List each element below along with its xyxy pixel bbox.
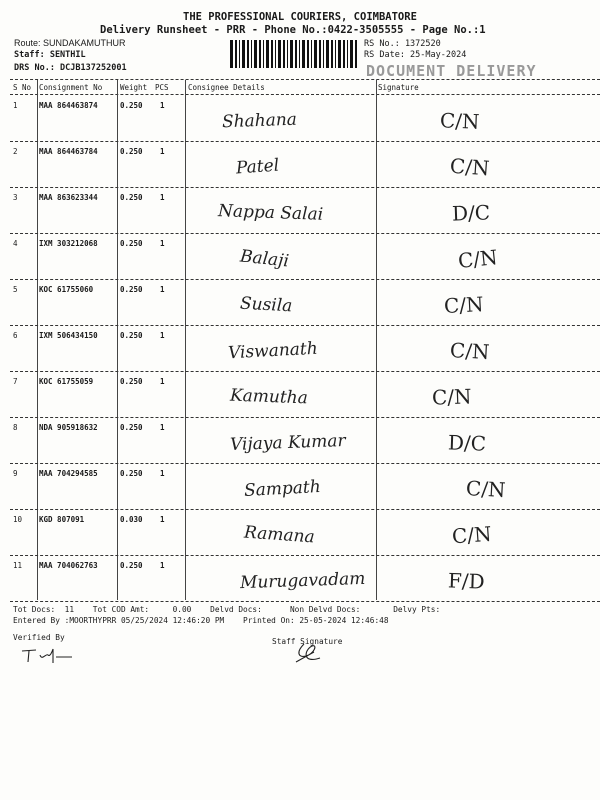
col-header-consignee: Consignee Details xyxy=(188,83,265,92)
row-consignee-handwritten: Balaji xyxy=(239,246,290,272)
barcode-bar xyxy=(314,40,317,68)
row-pcs: 1 xyxy=(160,239,165,248)
row-weight: 0.250 xyxy=(120,469,143,478)
col-header-signature: Signature xyxy=(378,83,419,92)
row-consignment-no: MAA 704294585 xyxy=(39,469,98,478)
barcode-bar xyxy=(266,40,269,68)
row-pcs: 1 xyxy=(160,561,165,570)
row-pcs: 1 xyxy=(160,331,165,340)
row-consignment-no: MAA 704062763 xyxy=(39,561,98,570)
row-consignee-handwritten: Kamutha xyxy=(229,385,309,409)
staff-signature-mark xyxy=(292,638,332,668)
row-consignment-no: KOC 61755060 xyxy=(39,285,94,294)
row-pcs: 1 xyxy=(160,193,165,202)
barcode-bar xyxy=(323,40,324,68)
col-header-consignment: Consignment No xyxy=(39,83,103,92)
barcode-bar xyxy=(350,40,353,68)
row-weight: 0.250 xyxy=(120,101,143,110)
row-sno: 3 xyxy=(13,193,18,202)
row-separator xyxy=(10,279,600,280)
row-separator xyxy=(10,325,600,326)
barcode-bar xyxy=(347,40,348,68)
row-consignee-handwritten: Patel xyxy=(235,155,280,179)
barcode-bar xyxy=(254,40,257,68)
row-sno: 5 xyxy=(13,285,18,294)
col-header-pcs: PCS xyxy=(155,83,169,92)
row-consignee-handwritten: Nappa Salai xyxy=(217,201,324,225)
row-pcs: 1 xyxy=(160,423,165,432)
row-sno: 8 xyxy=(13,423,18,432)
row-consignee-handwritten: Susila xyxy=(239,293,293,317)
verified-by-label: Verified By xyxy=(13,633,65,642)
row-weight: 0.250 xyxy=(120,285,143,294)
row-signature-handwritten: C/N xyxy=(431,384,472,410)
col-header-sno: S No xyxy=(13,83,32,92)
barcode-bar xyxy=(239,40,240,68)
row-sno: 2 xyxy=(13,147,18,156)
row-separator xyxy=(10,233,600,234)
row-signature-handwritten: C/N xyxy=(449,337,491,365)
row-consignment-no: IXM 303212068 xyxy=(39,239,98,248)
barcode-bar xyxy=(335,40,336,68)
row-weight: 0.250 xyxy=(120,423,143,432)
row-signature-handwritten: C/N xyxy=(465,475,507,503)
row-pcs: 1 xyxy=(160,469,165,478)
barcode-bar xyxy=(235,40,237,68)
staff-label: Staff: SENTHIL xyxy=(14,50,86,60)
row-weight: 0.250 xyxy=(120,377,143,386)
barcode-bar xyxy=(338,40,341,68)
barcode-bar xyxy=(278,40,281,68)
row-consignment-no: MAA 864463874 xyxy=(39,101,98,110)
row-sno: 4 xyxy=(13,239,18,248)
barcode-bar xyxy=(319,40,321,68)
drs-label: DRS No.: DCJB137252001 xyxy=(14,63,127,73)
row-consignee-handwritten: Sampath xyxy=(243,477,322,501)
row-weight: 0.030 xyxy=(120,515,143,524)
row-weight: 0.250 xyxy=(120,147,143,156)
row-pcs: 1 xyxy=(160,147,165,156)
verifier-signature xyxy=(20,645,80,667)
row-sno: 6 xyxy=(13,331,18,340)
row-signature-handwritten: C/N xyxy=(456,244,499,274)
row-sno: 11 xyxy=(13,561,23,570)
runsheet-subtitle: Delivery Runsheet - PRR - Phone No.:0422-3505555 - Page No.:1 xyxy=(100,24,486,36)
document-delivery-stamp: DOCUMENT DELIVERY xyxy=(366,62,537,80)
header-rule-bottom xyxy=(10,94,600,95)
row-sno: 9 xyxy=(13,469,18,478)
entered-by-line: Entered By :MOORTHYPRR 05/25/2024 12:46:20 PM Printed On: 25-05-2024 12:46:48 xyxy=(13,616,389,625)
barcode-bar xyxy=(295,40,297,68)
row-consignee-handwritten: Murugavadam xyxy=(239,568,366,594)
row-pcs: 1 xyxy=(160,377,165,386)
row-signature-handwritten: C/N xyxy=(449,153,491,181)
row-separator xyxy=(10,509,600,510)
row-separator xyxy=(10,187,600,188)
route-label: Route: SUNDAKAMUTHUR xyxy=(14,38,126,48)
row-consignee-handwritten: Vijaya Kumar xyxy=(229,430,346,456)
column-divider xyxy=(37,80,38,600)
barcode-bar xyxy=(259,40,261,68)
row-signature-handwritten: D/C xyxy=(447,430,487,456)
totals-line: Tot Docs: 11 Tot COD Amt: 0.00 Delvd Docs: Non Delvd Docs: Delvy Pts: xyxy=(13,605,441,614)
barcode-bar xyxy=(251,40,252,68)
barcode-image xyxy=(230,40,358,68)
row-pcs: 1 xyxy=(160,285,165,294)
barcode-bar xyxy=(230,40,233,68)
header-rule-top xyxy=(10,79,600,80)
barcode-bar xyxy=(355,40,357,68)
row-consignee-handwritten: Ramana xyxy=(243,522,316,548)
row-separator xyxy=(10,141,600,142)
staff-signature-label: Staff Signature xyxy=(272,637,343,646)
row-separator xyxy=(10,463,600,464)
row-weight: 0.250 xyxy=(120,239,143,248)
barcode-bar xyxy=(307,40,309,68)
barcode-bar xyxy=(331,40,333,68)
barcode-bar xyxy=(242,40,245,68)
row-consignment-no: KOC 61755059 xyxy=(39,377,94,386)
row-separator xyxy=(10,555,600,556)
column-divider xyxy=(117,80,118,600)
rs-number: RS No.: 1372520 xyxy=(364,39,441,49)
barcode-bar xyxy=(287,40,288,68)
row-consignment-no: KGD 807091 xyxy=(39,515,85,524)
row-consignment-no: MAA 863623344 xyxy=(39,193,98,202)
rs-date: RS Date: 25-May-2024 xyxy=(364,50,467,60)
row-consignment-no: NDA 905918632 xyxy=(39,423,98,432)
col-header-weight: Weight xyxy=(120,83,148,92)
row-weight: 0.250 xyxy=(120,331,143,340)
row-consignee-handwritten: Shahana xyxy=(221,109,298,133)
barcode-bar xyxy=(299,40,300,68)
column-divider xyxy=(185,80,186,600)
barcode-bar xyxy=(247,40,249,68)
row-sno: 10 xyxy=(13,515,23,524)
barcode-bar xyxy=(343,40,345,68)
row-sno: 7 xyxy=(13,377,18,386)
barcode-bar xyxy=(326,40,329,68)
column-divider xyxy=(376,80,377,600)
row-sno: 1 xyxy=(13,101,18,110)
company-title: THE PROFESSIONAL COURIERS, COIMBATORE xyxy=(183,11,417,23)
row-signature-handwritten: C/N xyxy=(451,521,493,549)
row-consignment-no: IXM 506434150 xyxy=(39,331,98,340)
barcode-bar xyxy=(311,40,312,68)
barcode-bar xyxy=(263,40,264,68)
row-signature-handwritten: D/C xyxy=(451,200,491,226)
row-signature-handwritten: F/D xyxy=(447,568,486,594)
row-weight: 0.250 xyxy=(120,193,143,202)
barcode-bar xyxy=(275,40,276,68)
row-separator xyxy=(10,417,600,418)
barcode-bar xyxy=(271,40,273,68)
barcode-bar xyxy=(302,40,305,68)
row-consignment-no: MAA 864463784 xyxy=(39,147,98,156)
row-pcs: 1 xyxy=(160,515,165,524)
footer-rule xyxy=(10,601,600,602)
barcode-bar xyxy=(283,40,285,68)
row-separator xyxy=(10,371,600,372)
row-consignee-handwritten: Viswanath xyxy=(227,338,319,364)
row-signature-handwritten: C/N xyxy=(439,108,480,134)
row-signature-handwritten: C/N xyxy=(443,291,485,319)
barcode-bar xyxy=(290,40,293,68)
row-pcs: 1 xyxy=(160,101,165,110)
row-weight: 0.250 xyxy=(120,561,143,570)
